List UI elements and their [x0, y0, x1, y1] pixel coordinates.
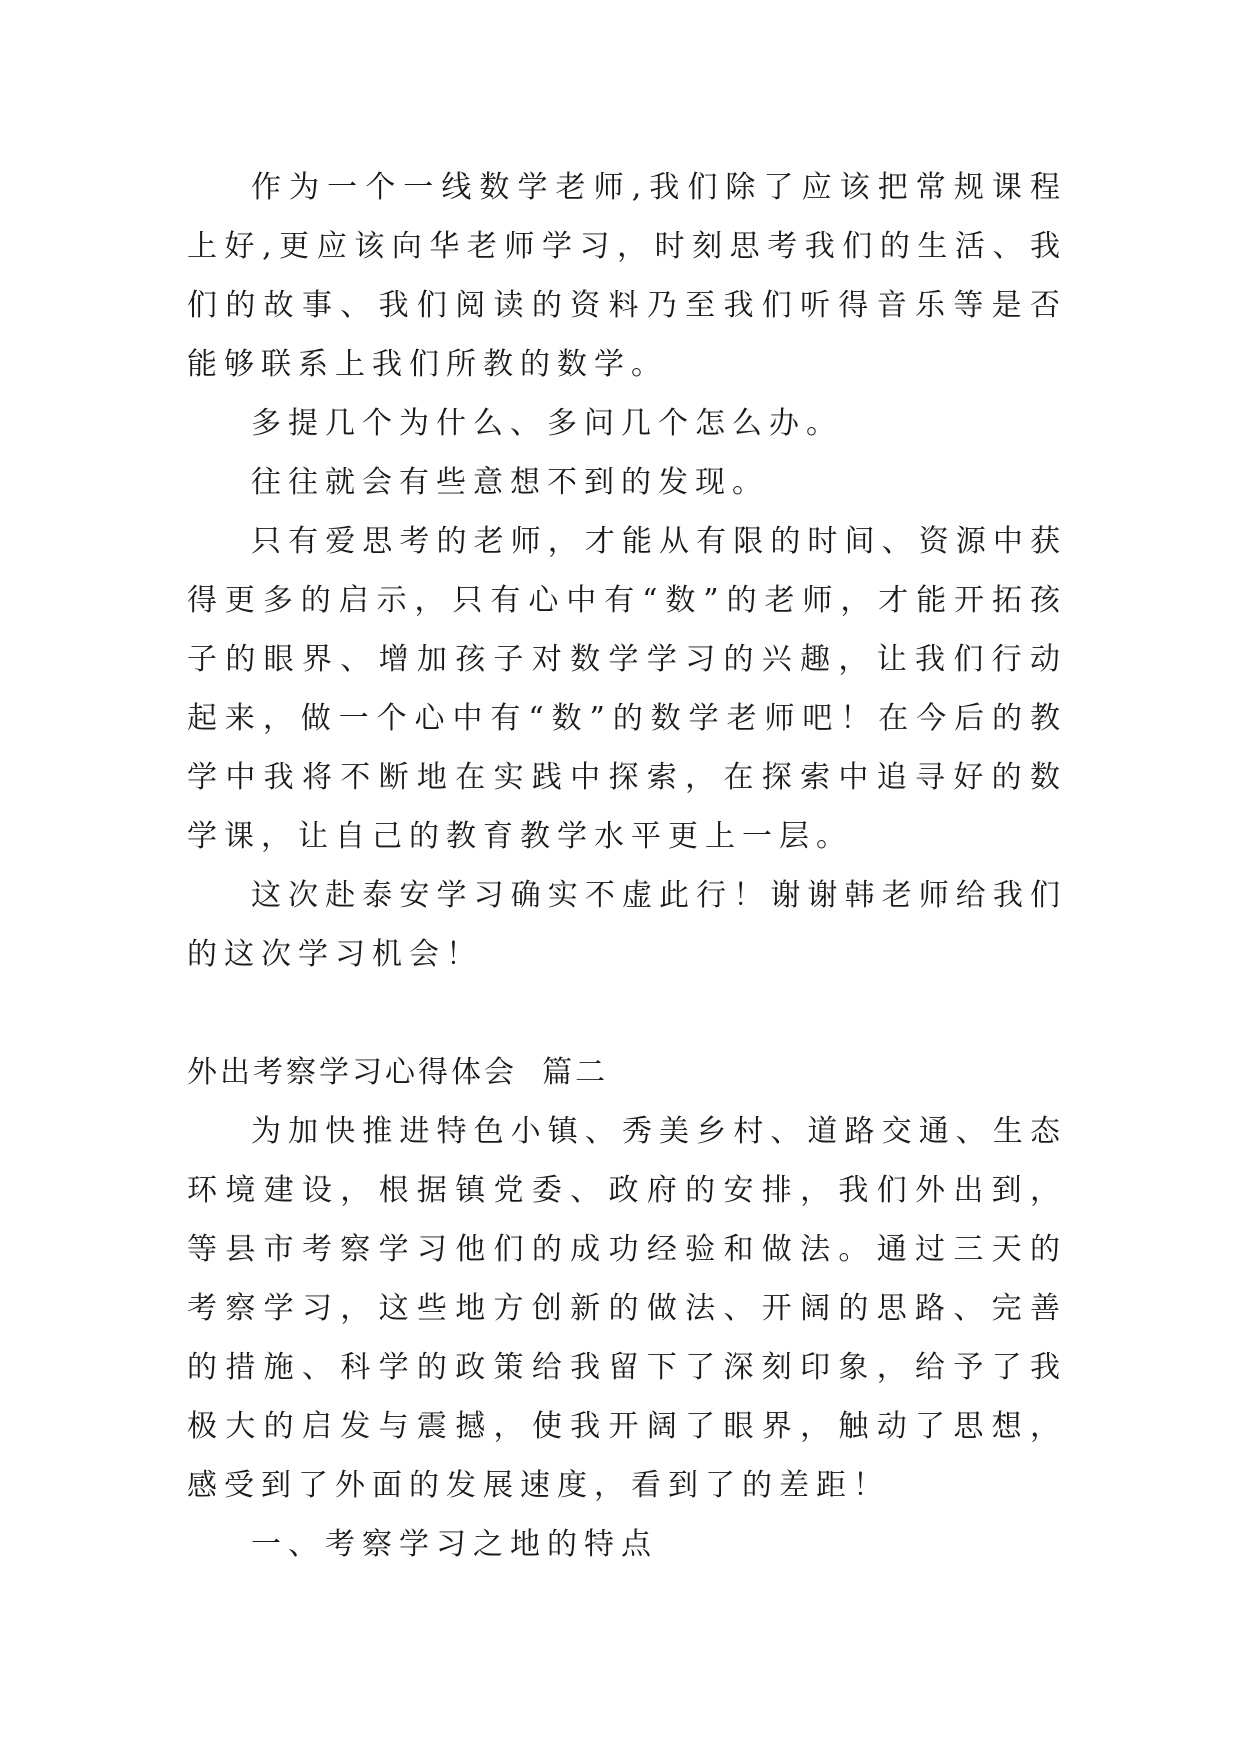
paragraph: 为加快推进特色小镇、秀美乡村、道路交通、生态环境建设，根据镇党委、政府的安排，我们外出到，等县市考察学习他们的成功经验和做法。通过三天的考察学习，这些地方创新的做法、开阔的思路、完善的措施、科学的政策给我留下了深刻印象，给予了我极大的启发与震撼，使我开阔了眼界，触动了思想，感受到了外面的发展速度，看到了的差距！: [187, 1114, 1067, 1503]
document-body: [187, 158, 1067, 1574]
paragraph: 往往就会有些意想不到的发现。: [251, 465, 769, 500]
subheading: 一、考察学习之地的特点: [251, 1527, 658, 1562]
paragraph: 只有爱思考的老师，才能从有限的时间、资源中获得更多的启示，只有心中有“数”的老师，才能开拓孩子的眼界、增加孩子对数学学习的兴趣，让我们行动起来，做一个心中有“数”的数学老师吧！在今后的教学中我将不断地在实践中探索，在探索中追寻好的数学课，让自己的教育教学水平更上一层。: [187, 524, 1067, 854]
section-spacer: [187, 984, 1067, 1043]
paragraph: 这次赴泰安学习确实不虚此行！谢谢韩老师给我们的这次学习机会！: [187, 878, 1067, 972]
section-heading: 外出考察学习心得体会 篇二: [187, 1055, 609, 1090]
paragraph: 作为一个一线数学老师,我们除了应该把常规课程上好,更应该向华老师学习，时刻思考我们的生活、我们的故事、我们阅读的资料乃至我们听得音乐等是否能够联系上我们所教的数学。: [187, 170, 1067, 382]
paragraph: 多提几个为什么、多问几个怎么办。: [251, 406, 843, 441]
